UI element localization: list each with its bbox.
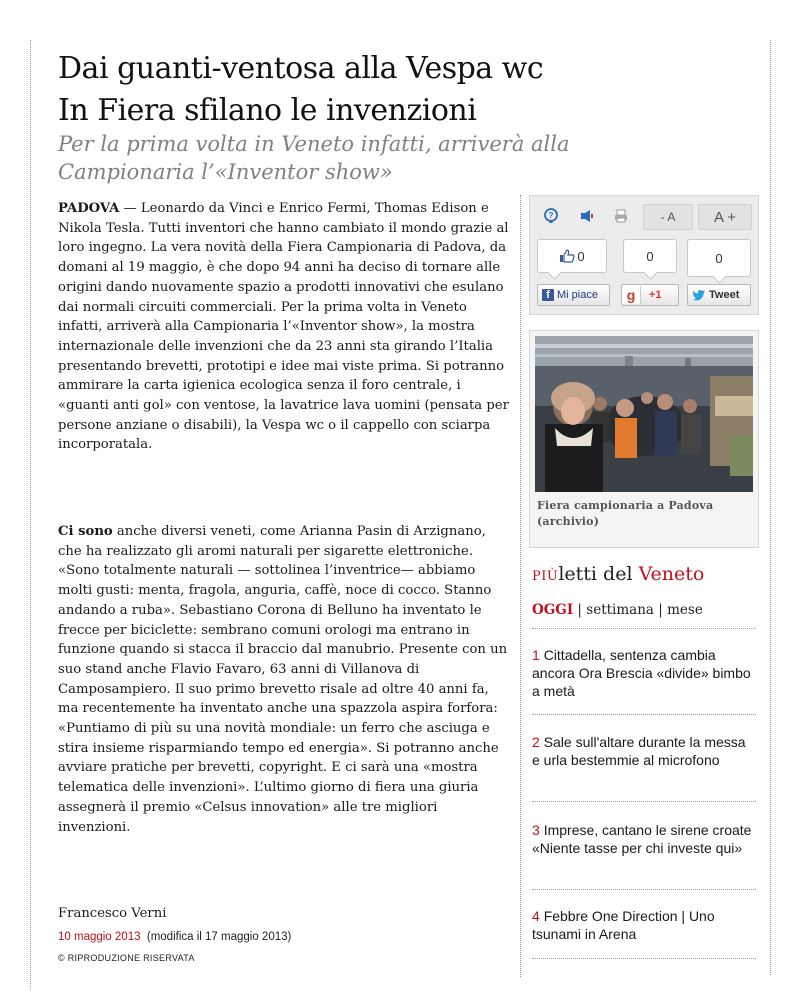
most-read-item[interactable] — [532, 733, 754, 769]
tweet-count-value: 0 — [715, 250, 723, 266]
photo-box — [529, 330, 759, 548]
paragraph-1-text: — Leonardo da Vinci e Enrico Fermi, Thomas Edison e Nikola Tesla. Tutti inventori che hanno cambiato il mondo grazie al loro ingegno. La vera novità della Fiera Campionaria di Padova, da domani al 19 maggio, è che dopo 94 anni ha deciso di tornare alle origini dando nuovamente spazio a prodotti innovativi che esulano dai normali circuiti commerciali. Per la prima volta in Veneto infatti, arriverà alla Campionaria l’«Inventor show», la mostra internazionale delle invenzioni che da 23 anni sta girando l’Italia presentando brevetti, prototipi e idee mai viste prima. Si potranno ammirare la carta igienica ecologica senza il foro centrale, i «guanti anti gol» con ventose, la lavatrice lava uomini (pensata per persone anziane o disabili), la Vespa wc o il cappello con sciarpa incorporatala. — [58, 201, 509, 453]
item-link[interactable]: Sale sull'altare durante la messa e urla bestemmie al microfono — [532, 734, 746, 768]
item-link[interactable]: Imprese, cantano le sirene croate «Niente tasse per chi investe qui» — [532, 822, 752, 856]
gplus-count — [623, 239, 677, 273]
paragraph-2-text: anche diversi veneti, come Arianna Pasin di Arzignano, che ha realizzato gli aromi naturali per sigarette elettroniche. «Sono totalmente naturali — sottolinea l’inventrice— abbiamo molti gusti: menta, fragola, anguria, caffè, noce di cocco. Stanno andando a ruba». Sebastiano Corona di Belluno ha inventato le frecce per biciclette: sembrano comuni orologi ma entrano in funzione quando si stacca il braccio dal manubrio. Presente con un suo stand anche Flavio Favaro, 63 anni di Villanova di Camposampiero. Il suo primo brevetto risale ad oltre 40 anni fa, ma recentemente ha inventato anche una spazzola aspira forfora: «Puntiamo di più su una novità mondiale: un ferro che asciuga e stira insieme risparmiando tempo ed energia». Si potranno anche avviare pratiche per brevetti, copyright. E ci sarà una «mostra telematica delle invenzioni». L’ultimo giorno di fiera una giuria assegnerà il premio «Celsus innovation» alle tre migliori invenzioni. — [58, 524, 508, 835]
most-read-prefix: PIÙ — [532, 569, 559, 584]
most-read-region: Veneto — [638, 563, 705, 585]
like-count-value: 0 — [577, 248, 585, 264]
item-number: 3 — [532, 822, 540, 838]
headline-line1: Dai guanti-ventosa alla Vespa wc — [58, 51, 544, 86]
tab-month[interactable]: mese — [667, 602, 703, 618]
article-paragraph-2 — [58, 522, 510, 837]
most-read-item[interactable] — [532, 907, 754, 943]
google-plus-icon: g — [622, 286, 641, 304]
twitter-icon — [692, 289, 706, 301]
font-increase-button[interactable]: A + — [698, 204, 752, 230]
tweet-label: Tweet — [709, 289, 740, 301]
tweet-count — [687, 239, 751, 277]
gplus-count-value: 0 — [646, 248, 654, 264]
divider — [532, 889, 756, 890]
left-divider — [30, 40, 31, 990]
publication-info — [58, 931, 291, 943]
column-divider — [520, 195, 521, 977]
divider — [532, 628, 756, 629]
item-number: 1 — [532, 647, 540, 663]
modified-date: (modifica il 17 maggio 2013) — [146, 931, 292, 943]
most-read-tabs — [532, 602, 703, 618]
item-number: 2 — [532, 734, 540, 750]
tab-week[interactable]: settimana — [586, 602, 654, 618]
audio-icon[interactable] — [574, 204, 600, 228]
item-link[interactable]: Cittadella, sentenza cambia ancora Ora Brescia «divide» bimbo a metà — [532, 647, 751, 699]
facebook-like-button[interactable] — [537, 284, 610, 306]
tab-separator: | — [653, 602, 668, 618]
publication-date[interactable]: 10 maggio 2013 — [58, 931, 141, 943]
google-plus-label: +1 — [649, 289, 662, 301]
article-tools — [529, 195, 759, 315]
subtitle: Per la prima volta in Veneto infatti, arriverà alla Campionaria l’«Inventor show» — [58, 132, 570, 184]
google-plus-button[interactable] — [621, 284, 679, 306]
facebook-like-label: Mi piace — [557, 289, 598, 301]
print-icon[interactable] — [608, 204, 634, 228]
tab-today[interactable]: OGGI — [532, 602, 574, 618]
tab-separator: | — [573, 602, 587, 618]
item-link[interactable]: Febbre One Direction | Uno tsunami in Arena — [532, 908, 715, 942]
photo-caption: Fiera campionaria a Padova (archivio) — [537, 499, 714, 528]
fair-photo[interactable] — [535, 336, 753, 492]
divider — [532, 801, 756, 802]
paragraph-2-lead: Ci sono — [58, 524, 113, 539]
article-paragraph-1 — [58, 199, 510, 455]
copyright-notice: © RIPRODUZIONE RISERVATA — [58, 953, 195, 963]
help-icon[interactable] — [538, 204, 564, 228]
facebook-icon: f — [542, 289, 554, 301]
most-read-middle: letti del — [558, 563, 639, 585]
tweet-button[interactable] — [687, 284, 751, 306]
most-read-item[interactable] — [532, 646, 754, 700]
thumbs-up-icon — [559, 249, 575, 263]
divider — [532, 958, 756, 959]
most-read-item[interactable] — [532, 821, 754, 857]
most-read-title — [532, 563, 704, 585]
author: Francesco Verni — [58, 906, 167, 921]
svg-text:?: ? — [548, 211, 554, 220]
dateline-city: PADOVA — [58, 201, 120, 216]
right-divider — [770, 40, 771, 975]
divider — [532, 714, 756, 715]
font-decrease-button[interactable]: - A — [643, 204, 693, 230]
like-count[interactable] — [537, 239, 607, 273]
item-number: 4 — [532, 908, 540, 924]
headline-line2: In Fiera sfilano le invenzioni — [58, 93, 477, 128]
